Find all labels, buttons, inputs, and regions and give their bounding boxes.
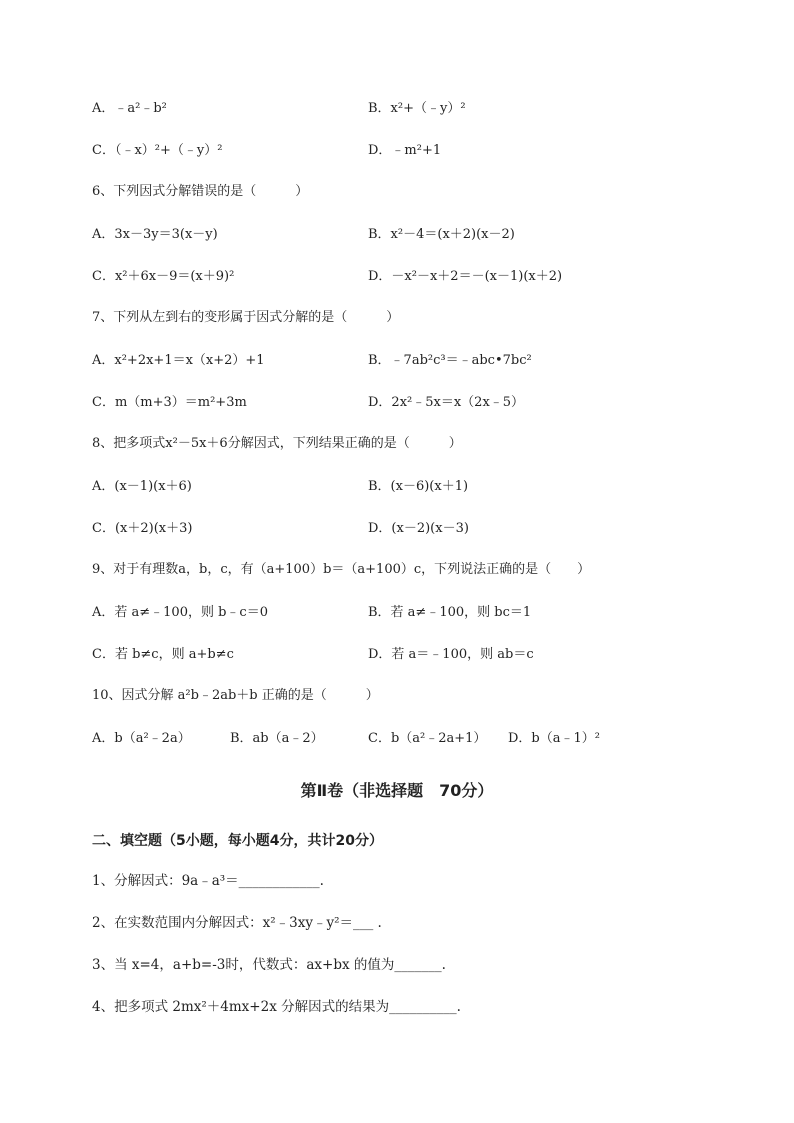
q9-stem: 9、对于有理数a，b，c，有（a+100）b＝（a+100）c，下列说法正确的是（ ）	[92, 562, 591, 577]
q7-option-d: D．2x²﹣5x＝x（2x﹣5）	[368, 395, 525, 410]
q9-option-c: C．若 b≠c，则 a+b≠c	[92, 647, 234, 662]
q9-option-a: A．若 a≠﹣100，则 b﹣c＝0	[92, 605, 268, 620]
q8-option-c: C．(x＋2)(x＋3)	[92, 521, 193, 536]
q10-option-b: B．ab（a﹣2）	[230, 731, 324, 746]
fill-question-2: 2、在实数范围内分解因式：x²﹣3xy﹣y²＝___ .	[92, 915, 382, 931]
q5-option-d: D．﹣m²+1	[368, 143, 442, 158]
q8-option-d: D．(x－2)(x－3)	[368, 521, 469, 536]
part2-title: 第Ⅱ卷（非选择题 70分）	[300, 781, 494, 800]
fill-question-3: 3、当 x=4，a+b=-3时，代数式：ax+bx 的值为_______.	[92, 957, 446, 973]
q5-option-c: C．（﹣x）²+（﹣y）²	[92, 143, 223, 158]
q10-stem: 10、因式分解 a²b﹣2ab＋b 正确的是（ ）	[92, 688, 379, 703]
q6-option-c: C．x²＋6x－9＝(x＋9)²	[92, 269, 235, 284]
q6-option-a: A．3x－3y＝3(x－y)	[92, 227, 218, 242]
q5-option-a: A．﹣a²﹣b²	[92, 101, 167, 116]
q8-option-a: A．(x－1)(x＋6)	[92, 479, 192, 494]
q7-option-a: A．x²+2x+1＝x（x+2）+1	[92, 353, 265, 368]
q8-stem: 8、把多项式x²－5x＋6分解因式，下列结果正确的是（ ）	[92, 436, 462, 451]
q6-stem: 6、下列因式分解错误的是（ ）	[92, 184, 309, 199]
q8-option-b: B．(x－6)(x＋1)	[368, 479, 469, 494]
fill-question-1: 1、分解因式：9a﹣a³＝____________.	[92, 873, 324, 889]
q7-stem: 7、下列从左到右的变形属于因式分解的是（ ）	[92, 310, 400, 325]
q7-option-b: B．﹣7ab²c³＝﹣abc•7bc²	[368, 353, 532, 368]
q10-option-c: C．b（a²﹣2a+1）	[368, 731, 487, 746]
q9-option-d: D．若 a＝﹣100，则 ab＝c	[368, 647, 534, 662]
q6-option-d: D．－x²－x＋2＝－(x－1)(x＋2)	[368, 269, 563, 284]
fill-question-4: 4、把多项式 2mx²＋4mx+2x 分解因式的结果为__________.	[92, 999, 461, 1015]
q7-option-c: C．m（m+3）＝m²+3m	[92, 395, 247, 410]
q9-option-b: B．若 a≠﹣100，则 bc＝1	[368, 605, 532, 620]
q6-option-b: B．x²－4＝(x＋2)(x－2)	[368, 227, 515, 242]
section2-title: 二、填空题（5小题，每小题4分，共计20分）	[92, 833, 383, 849]
q10-option-d: D．b（a﹣1）²	[508, 731, 600, 746]
q10-option-a: A．b（a²﹣2a）	[92, 731, 191, 746]
q5-option-b: B．x²+（﹣y）²	[368, 101, 466, 116]
